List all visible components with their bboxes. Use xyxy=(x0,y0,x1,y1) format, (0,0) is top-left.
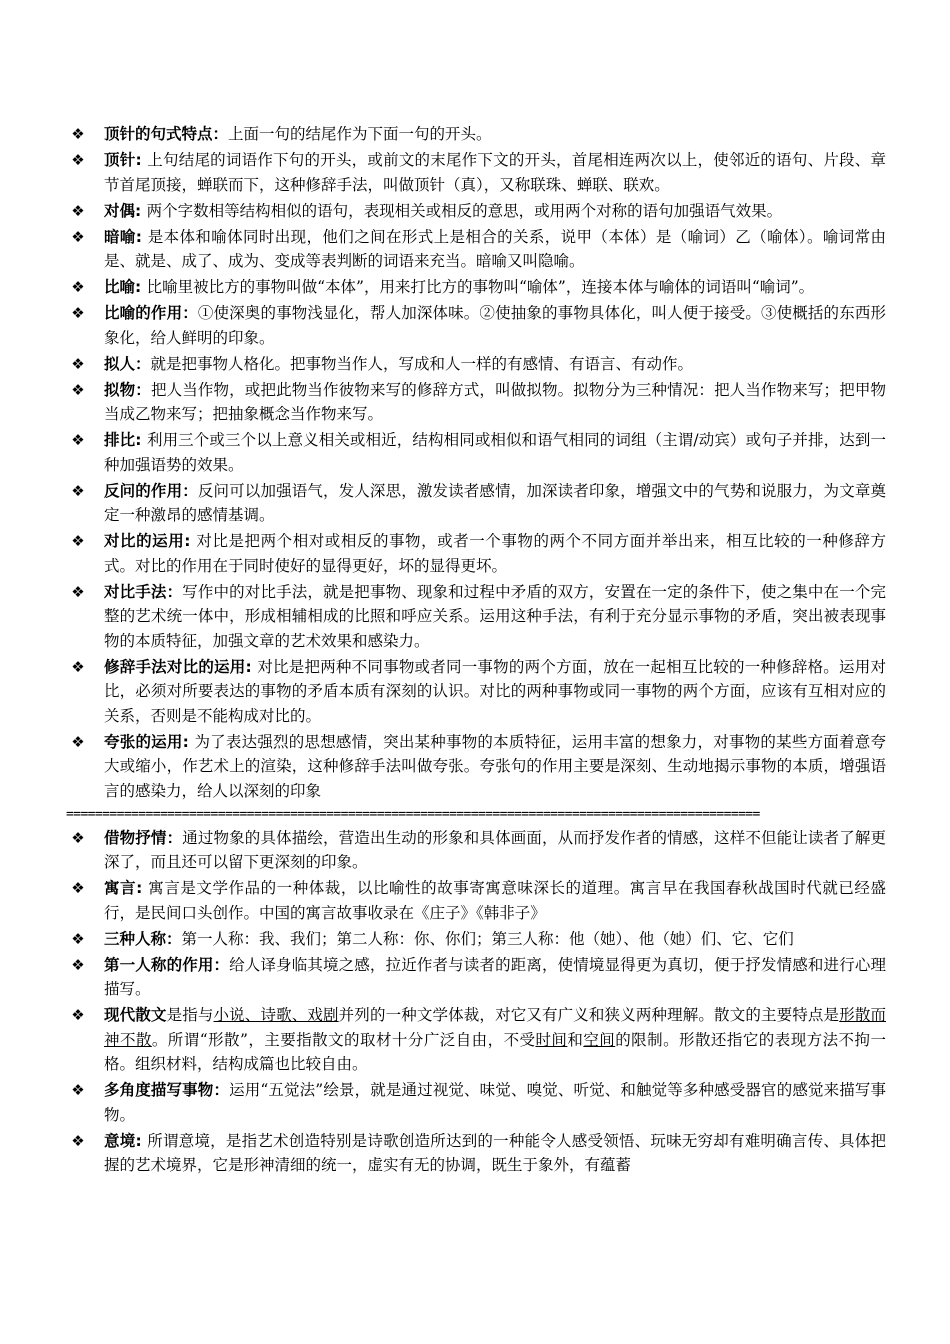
item-separator: ： xyxy=(212,125,229,143)
diamond-bullet-icon: ❖ xyxy=(71,151,85,169)
list-item xyxy=(68,122,886,147)
diamond-bullet-icon: ❖ xyxy=(71,304,85,322)
item-term: 反问的作用 xyxy=(104,481,183,500)
item-text: 把人当作物，或把此物当作彼物来写的修辞方式，叫做拟物。拟物分为三种情况：把人当作物来写；把甲物当成乙物来写；把抽象概念当作物来写。 xyxy=(104,380,886,423)
underlined-text: 时间 xyxy=(535,1030,568,1049)
item-separator: : xyxy=(136,879,149,897)
list-item xyxy=(68,580,886,654)
list-section-writing xyxy=(68,1078,886,1178)
list-item xyxy=(68,275,886,300)
item-text: 对比是把两种不同事物或者同一事物的两个方面，放在一起相互比较的一种修辞格。运用对比，必须对所要表达的事物的矛盾本质有深刻的认识。对比的两种事物或同一事物的两个方面，应该有互相对应的关系，否则是不能构成对比的。 xyxy=(104,657,886,725)
item-separator: : xyxy=(135,151,148,169)
item-text: 给人译身临其境之感，拉近作者与读者的距离，使情境显得更为真切，便于抒发情感和进行心理描写。 xyxy=(104,955,886,998)
item-term: 寓言 xyxy=(104,879,137,897)
item-term: 修辞手法对比的运用 xyxy=(104,657,246,676)
list-item xyxy=(68,1129,886,1178)
item-text: 并列的一种文学体裁，对它又有广义和狭义两种理解。散文的主要特点是 xyxy=(338,1006,840,1024)
diamond-bullet-icon: ❖ xyxy=(71,481,85,500)
item-term: 对比的运用 xyxy=(104,532,185,550)
diamond-bullet-icon: ❖ xyxy=(71,1081,85,1099)
item-separator: : xyxy=(135,227,148,246)
item-separator: : xyxy=(182,732,195,751)
item-text: 上句结尾的词语作下句的开头，或前文的末尾作下文的开头，首尾相连两次以上，使邻近的语句、片段、章节首尾顶接，蝉联而下，这种修辞手法，叫做顶针（真），又称联珠、蝉联、联欢。 xyxy=(104,151,886,194)
diamond-bullet-icon: ❖ xyxy=(71,955,85,974)
item-text: 对比是把两个相对或相反的事物，或者一个事物的两个不同方面并举出来，相互比较的一种修辞方式。对比的作用在于同时使好的显得更好，坏的显得更坏。 xyxy=(104,532,886,575)
diamond-bullet-icon: ❖ xyxy=(71,879,85,897)
list-section-literature xyxy=(68,826,886,1002)
item-separator: ： xyxy=(213,1081,230,1099)
item-term: 拟人 xyxy=(104,354,136,373)
item-term: 夸张的运用 xyxy=(104,732,183,751)
diamond-bullet-icon: ❖ xyxy=(71,125,85,143)
list-item xyxy=(68,479,886,528)
item-separator: ： xyxy=(182,304,198,322)
item-text: 第一人称：我、我们；第二人称：你、你们；第三人称：他（她）、他（她）们、它、它们 xyxy=(181,929,794,948)
list-item xyxy=(68,199,886,224)
list-item xyxy=(68,876,886,925)
item-text: 是指与 xyxy=(166,1006,214,1024)
item-text: 所谓意境，是指艺术创造特别是诗歌创造所达到的一种能令人感受领悟、玩味无穷却有难明确言传、具体把握的艺术境界，它是形神清细的统一，虚实有无的协调，既生于象外，有蕴蓄 xyxy=(104,1131,886,1174)
item-text: 比喻里被比方的事物叫做“本体”，用来打比方的事物叫“喻体”，连接本体与喻体的词语叫“喻词”。 xyxy=(146,278,815,296)
item-separator: : xyxy=(245,657,258,676)
diamond-bullet-icon: ❖ xyxy=(71,431,85,449)
item-separator: : xyxy=(135,1131,148,1150)
item-term: 第一人称的作用 xyxy=(104,955,214,974)
item-text: ①使深奥的事物浅显化，帮人加深体味。②使抽象的事物具体化，叫人便于接受。③使概括的东西形象化，给人鲜明的印象。 xyxy=(104,304,886,347)
diamond-bullet-icon: ❖ xyxy=(71,657,85,676)
diamond-bullet-icon: ❖ xyxy=(71,828,85,847)
list-item xyxy=(68,301,886,350)
list-item xyxy=(68,378,886,427)
item-term: 比喻 xyxy=(104,278,136,296)
item-term: 排比 xyxy=(104,431,136,449)
diamond-bullet-icon: ❖ xyxy=(71,732,85,751)
document-page xyxy=(68,122,886,1179)
item-separator: ： xyxy=(135,354,151,373)
diamond-bullet-icon: ❖ xyxy=(71,201,85,220)
diamond-bullet-icon: ❖ xyxy=(71,582,85,601)
underlined-text: 形散而神不散 xyxy=(104,1006,886,1049)
underlined-text: 空间 xyxy=(583,1030,616,1049)
item-term: 多角度描写事物 xyxy=(104,1081,214,1099)
list-item xyxy=(68,428,886,477)
list-section-rhetoric xyxy=(68,122,886,803)
item-separator: ： xyxy=(135,380,151,399)
item-separator: ： xyxy=(166,582,183,601)
list-item xyxy=(68,529,886,578)
item-term: 意境 xyxy=(104,1131,136,1150)
item-text: 反问可以加强语气，发人深思，激发读者感情，加深读者印象，增强文中的气势和说服力，为文章奠定一种激昂的感情基调。 xyxy=(104,481,886,524)
diamond-bullet-icon: ❖ xyxy=(71,532,85,550)
diamond-bullet-icon: ❖ xyxy=(71,929,85,948)
item-text: 寓言是文学作品的一种体裁，以比喻性的故事寄寓意味深长的道理。寓言早在我国春秋战国时代就已经盛行，是民间口头创作。中国的寓言故事收录在《庄子》《韩非子》 xyxy=(104,879,886,922)
list-item-modern-prose xyxy=(68,1003,886,1077)
item-text: 两个字数相等结构相似的语句，表现相关或相反的意思，或用两个对称的语句加强语气效果。 xyxy=(146,201,783,220)
item-term: 对比手法 xyxy=(104,582,167,601)
list-item xyxy=(68,1078,886,1127)
item-term: 顶针的句式特点 xyxy=(104,125,213,143)
item-term: 比喻的作用 xyxy=(104,304,183,322)
list-item xyxy=(68,225,886,274)
item-separator: : xyxy=(135,278,147,296)
item-term: 拟物 xyxy=(104,380,136,399)
item-separator: ： xyxy=(166,828,183,847)
item-text: 。所谓“形散”，主要指散文的取材十分广泛自由，不受 xyxy=(151,1030,536,1049)
item-text: 运用“五觉法”绘景，就是通过视觉、味觉、嗅觉、听觉、和触觉等多种感受器官的感觉来描写事物。 xyxy=(104,1081,886,1124)
diamond-bullet-icon: ❖ xyxy=(71,227,85,246)
list-item xyxy=(68,655,886,729)
item-separator: ： xyxy=(166,929,182,948)
list-item xyxy=(68,352,886,377)
item-term: 暗喻 xyxy=(104,227,136,246)
item-separator: : xyxy=(135,431,147,449)
item-term: 借物抒情 xyxy=(104,828,167,847)
diamond-bullet-icon: ❖ xyxy=(71,1131,85,1150)
item-text: 通过物象的具体描绘，营造出生动的形象和具体画面，从而抒发作者的情感，这样不但能让读者了解更深了，而且还可以留下更深刻的印象。 xyxy=(104,828,886,871)
diamond-bullet-icon: ❖ xyxy=(71,354,85,373)
list-item xyxy=(68,927,886,952)
underlined-text: 小说、诗歌、戏剧 xyxy=(213,1006,339,1024)
diamond-bullet-icon: ❖ xyxy=(71,278,85,296)
item-term: 对偶 xyxy=(104,201,136,220)
item-term: 三种人称 xyxy=(104,929,167,948)
item-text: 利用三个或三个以上意义相关或相近，结构相同或相似和语气相同的词组（主谓/动宾）或句子并排，达到一种加强语势的效果。 xyxy=(104,431,886,474)
list-item xyxy=(68,953,886,1002)
item-term: 现代散文 xyxy=(104,1006,167,1024)
item-text: 上面一句的结尾作为下面一句的开头。 xyxy=(228,125,492,143)
item-text: 就是把事物人格化。把事物当作人，写成和人一样的有感情、有语言、有动作。 xyxy=(150,354,694,373)
item-separator: ： xyxy=(213,955,230,974)
item-separator: : xyxy=(135,201,147,220)
item-text: 写作中的对比手法，就是把事物、现象和过程中矛盾的双方，安置在一定的条件下，使之集中在一个完整的艺术统一体中，形成相辅相成的比照和呼应关系。运用这种手法，有利于充分显示事物的矛盾，突出被表现事物的本质特征，加强文章的艺术效果和感染力。 xyxy=(104,582,886,650)
item-text: 的限制。形散还指它的表现方法不拘一格。组织材料，结构成篇也比较自由。 xyxy=(104,1030,886,1073)
diamond-bullet-icon: ❖ xyxy=(71,380,85,399)
list-item xyxy=(68,730,886,804)
item-text: 和 xyxy=(567,1030,584,1049)
item-text: 为了表达强烈的思想感情，突出某种事物的本质特征，运用丰富的想象力，对事物的某些方面着意夸大或缩小，作艺术上的渲染，这种修辞手法叫做夸张。夸张句的作用主要是深刻、生动地揭示事物的本质，增强语言的感染力，给人以深刻的印象 xyxy=(104,732,886,800)
item-text: 是本体和喻体同时出现，他们之间在形式上是相合的关系，说甲（本体）是（喻词）乙（喻体）。喻词常由是、就是、成了、成为、变成等表判断的词语来充当。暗喻又叫隐喻。 xyxy=(104,227,886,270)
item-separator: ： xyxy=(182,481,198,500)
item-separator: : xyxy=(184,532,197,550)
list-item xyxy=(68,148,886,197)
item-term: 顶针 xyxy=(104,151,136,169)
list-item xyxy=(68,826,886,875)
diamond-bullet-icon: ❖ xyxy=(71,1006,85,1024)
section-divider: ================================================================================================ xyxy=(66,806,760,822)
